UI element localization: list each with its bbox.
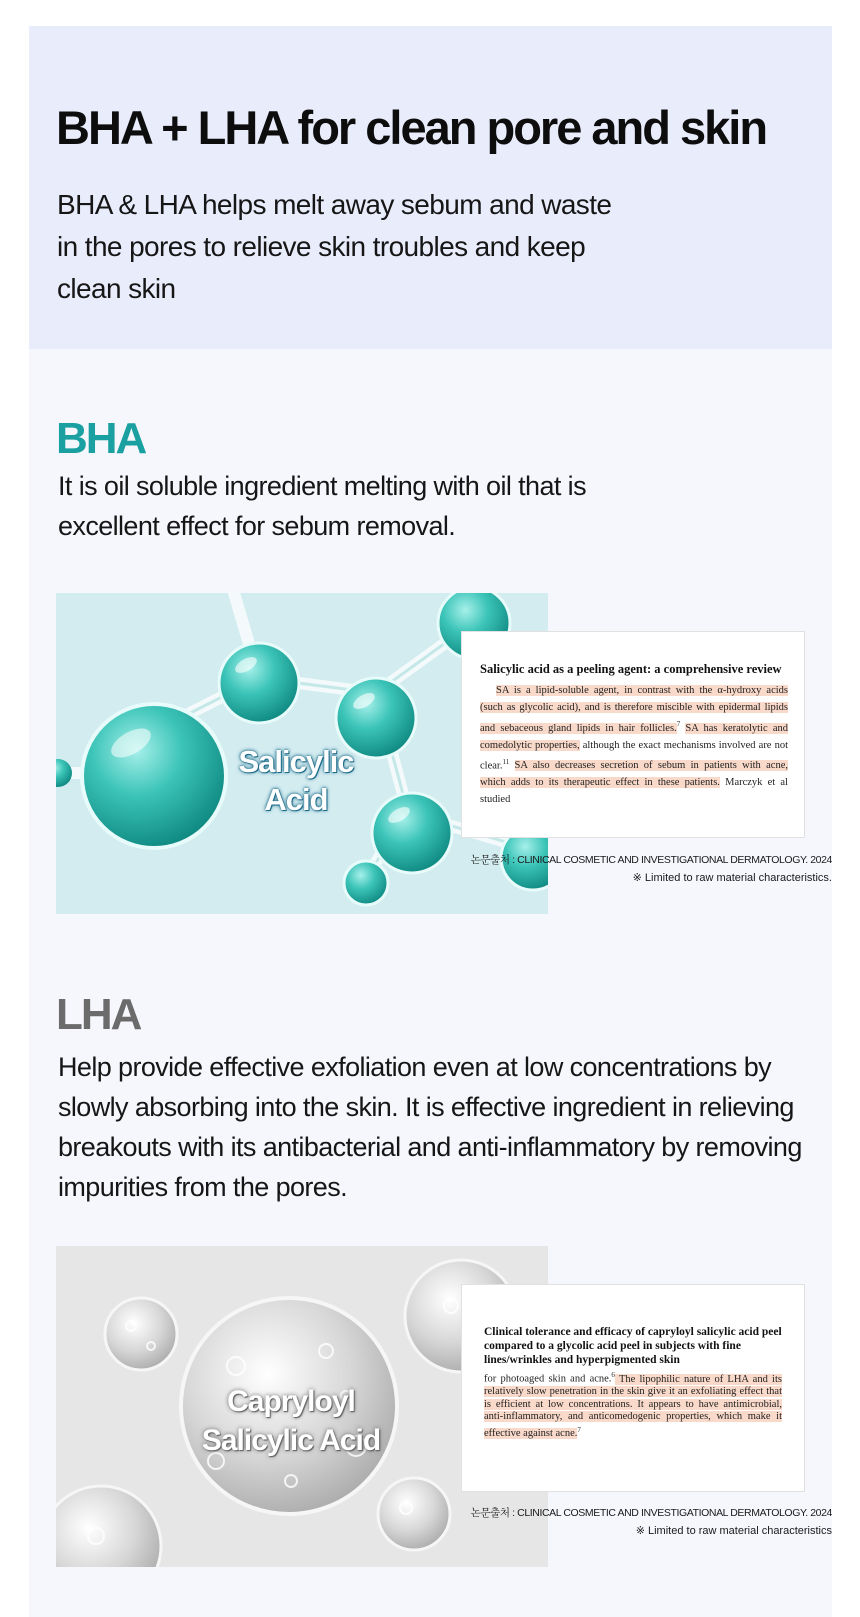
bha-research-excerpt (461, 631, 805, 838)
bha-title: BHA (56, 414, 146, 463)
page-title: BHA + LHA for clean pore and skin (56, 101, 767, 154)
lha-note: ※ Limited to raw material characteristics (635, 1525, 832, 1537)
bha-highlight-1: SA is a lipid-soluble agent, in contrast with the α-hydroxy acids (such as glycolic acid), and is therefore miscible with epidermal lipids and sebaceous gland lipids in hair follicles. (480, 685, 788, 734)
capryloyl-label-line1: Capryloyl (227, 1385, 355, 1418)
hero-description: BHA & LHA helps melt away sebum and waste in the pores to relieve skin troubles and keep clean skin (57, 189, 612, 304)
salicylic-label-line1: Salicylic (238, 744, 354, 779)
bha-note: ※ Limited to raw material characteristics. (632, 872, 832, 884)
lha-research-excerpt (461, 1284, 805, 1492)
salicylic-label-line2: Acid (264, 782, 328, 817)
lha-title: LHA (56, 990, 141, 1039)
bha-paper-body: SA is a lipid-soluble agent, in contrast with the α-hydroxy acids (such as glycolic acid), and is therefore miscible with epidermal lipids and sebaceous gland lipids in hair follicles.$^7$ SA has keratolytic and comedolytic properties, although the exact mechanisms involved are not clear.$^{11}$ SA also decreases secretion of sebum in patients with acne, which adds to its therapeutic effect in these patients. Marczyk et al studied (480, 685, 788, 805)
lha-description: Help provide effective exfoliation even at low concentrations by slowly absorbing into the skin. It is effective ingredient in relieving breakouts with its antibacterial and anti-inflammatory by removing impurities from the pores. (58, 1052, 802, 1202)
capryloyl-label-line2: Salicylic Acid (201, 1424, 381, 1457)
bha-paper-title: Salicylic acid as a peeling agent: a comprehensive review (480, 662, 782, 676)
lha-highlight-1: The lipophilic nature of LHA and its relatively slow penetration in the skin give it an exfoliating effect that is efficient at low concentrations. It appears to have antimicrobial, anti-inflammatory, and anticomedogenic properties, which make it effective against acne. (484, 1373, 782, 1439)
lha-citation: 논문출처 : CLINICAL COSMETIC AND INVESTIGATIONAL DERMATOLOGY. 2024 (470, 1507, 832, 1519)
bha-description: It is oil soluble ingredient melting with oil that is excellent effect for sebum removal. (58, 471, 586, 541)
bha-highlight-3: SA also decreases secretion of sebum in patients with acne, which adds to its therapeutic effect in these patients. (480, 760, 788, 788)
lha-paper-body: for photoaged skin and acne.$^6$ The lipophilic nature of LHA and its relatively slow penetration in the skin give it an exfoliating effect that is efficient at low concentrations. It appears to have antimicrobial, anti-inflammatory, and anticomedogenic properties, which make it effective against acne.$^7$ (484, 1371, 782, 1439)
bha-citation: 논문출처 : CLINICAL COSMETIC AND INVESTIGATIONAL DERMATOLOGY. 2024 (470, 854, 832, 866)
bha-highlight-2: SA has keratolytic and comedolytic properties, (480, 722, 788, 751)
hero-banner (29, 26, 832, 349)
lha-paper-title: Clinical tolerance and efficacy of capryloyl salicylic acid peel compared to a glycolic acid peel in subjects with fine lines/wrinkles and hyperpigmented skin (484, 1326, 782, 1366)
